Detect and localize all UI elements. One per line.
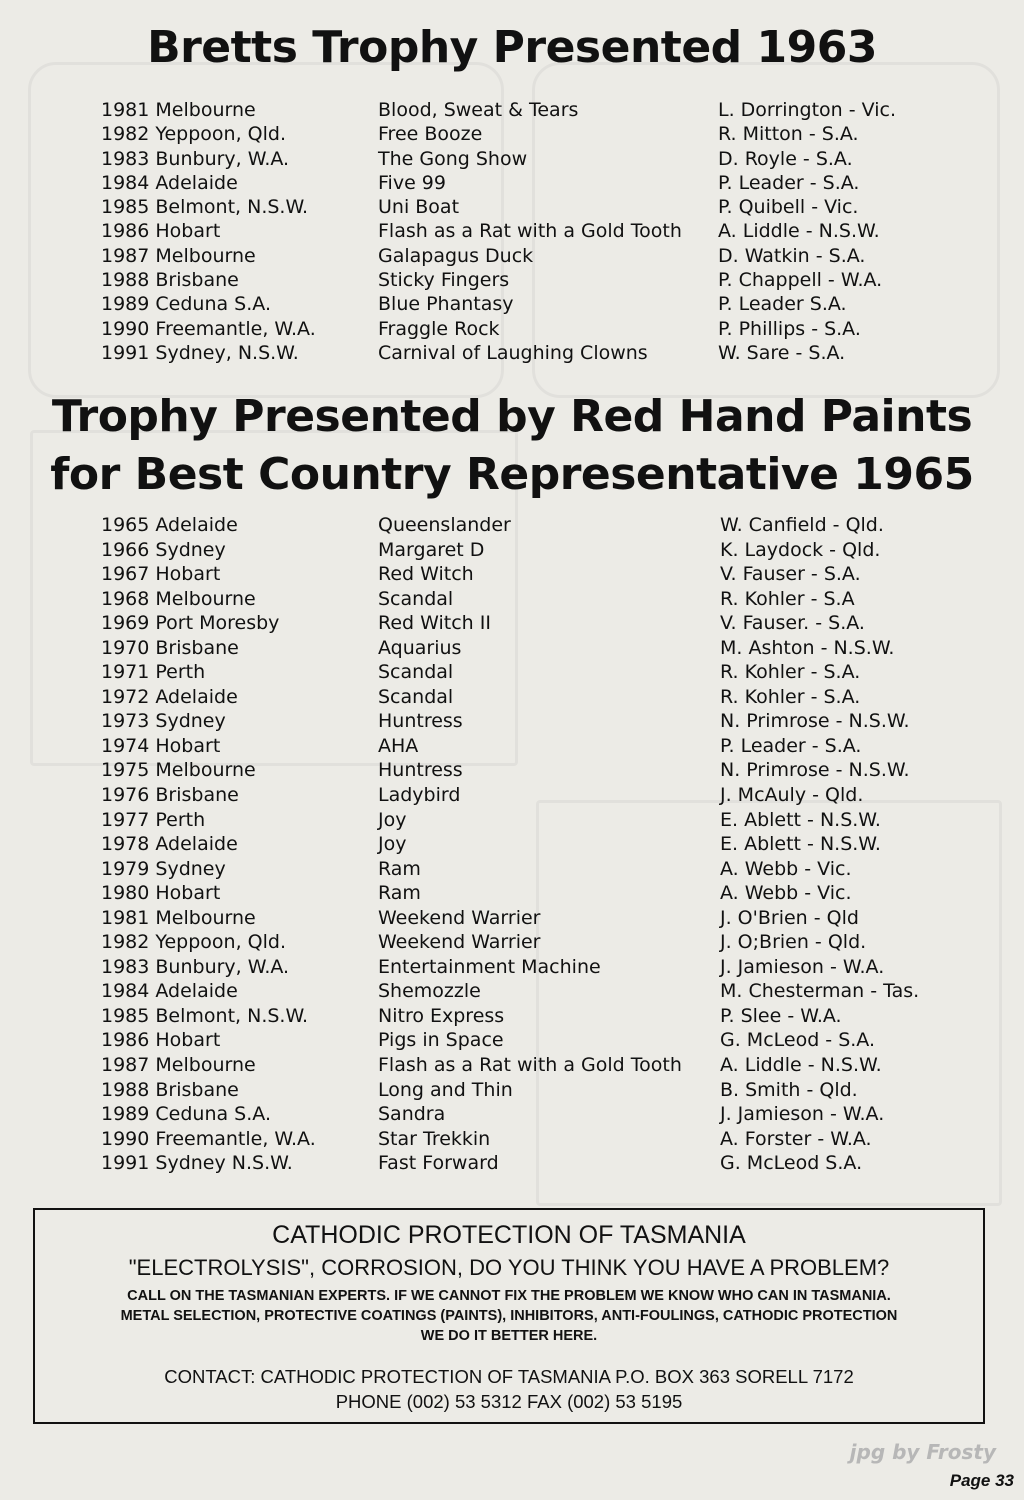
row-boat-name: Joy [378,833,407,856]
row-year-venue: 1989 Ceduna S.A. [101,293,271,316]
trophy-row [0,857,1024,882]
row-year-venue: 1982 Yeppoon, Qld. [101,931,286,954]
advert-contact-phone: PHONE (002) 53 5312 FAX (002) 53 5195 [335,1391,683,1412]
red-hand-trophy-title-line2: for Best Country Representative 1965 [50,449,974,500]
row-boat-name: Long and Thin [378,1078,513,1101]
row-year-venue: 1976 Brisbane [101,784,239,807]
row-boat-name: Sticky Fingers [378,269,510,292]
bretts-trophy-title: Bretts Trophy Presented 1963 [147,22,877,73]
row-skipper: N. Primrose - N.S.W. [720,759,910,782]
red-hand-trophy-title [0,388,1024,504]
trophy-row [0,1028,1024,1053]
trophy-row [0,244,1024,268]
row-boat-name: Ladybird [378,784,461,807]
row-boat-name: Weekend Warrier [378,931,541,954]
row-skipper: N. Primrose - N.S.W. [720,710,910,733]
row-skipper: K. Laydock - Qld. [720,538,881,561]
trophy-row [0,758,1024,783]
row-boat-name: AHA [378,734,419,757]
row-skipper: W. Canfield - Qld. [720,514,884,536]
row-year-venue: 1985 Belmont, N.S.W. [101,196,309,219]
row-skipper: G. McLeod S.A. [720,1152,863,1175]
trophy-row [0,268,1024,292]
row-skipper: P. Leader - S.A. [718,171,860,194]
advert-body [65,1286,953,1346]
trophy-row [0,1004,1024,1029]
trophy-row [0,219,1024,243]
trophy-row [0,808,1024,833]
row-year-venue: 1991 Sydney N.S.W. [101,1152,293,1175]
row-skipper: P. Phillips - S.A. [718,317,861,340]
row-skipper: L. Dorrington - Vic. [718,99,896,121]
row-year-venue: 1980 Hobart [101,882,221,905]
row-boat-name: Joy [378,808,407,831]
trophy-row [0,292,1024,316]
row-skipper: R. Kohler - S.A. [720,661,861,684]
trophy-row [0,660,1024,685]
row-year-venue: 1983 Bunbury, W.A. [101,955,290,978]
trophy-row [0,881,1024,906]
row-skipper: M. Chesterman - Tas. [720,980,920,1003]
row-boat-name: Pigs in Space [378,1029,504,1052]
row-boat-name: Fast Forward [378,1152,499,1175]
row-year-venue: 1967 Hobart [101,563,221,586]
row-boat-name: Queenslander [378,514,511,536]
row-year-venue: 1979 Sydney [101,857,226,880]
row-year-venue: 1990 Freemantle, W.A. [101,317,316,340]
row-skipper: E. Ablett - N.S.W. [720,833,881,856]
trophy-row [0,1053,1024,1078]
row-skipper: J. Jamieson - W.A. [720,955,885,978]
trophy-row [0,122,1024,146]
row-boat-name: Carnival of Laughing Clowns [378,341,648,364]
bretts-trophy-list [0,98,1024,365]
row-year-venue: 1978 Adelaide [101,833,238,856]
row-skipper: E. Ablett - N.S.W. [720,808,881,831]
red-hand-trophy-list [0,513,1024,1176]
trophy-row [0,906,1024,931]
row-skipper: D. Watkin - S.A. [718,244,866,267]
row-skipper: J. Jamieson - W.A. [720,1103,885,1126]
advert-body-line: CALL ON THE TASMANIAN EXPERTS. IF WE CANNOT FIX THE PROBLEM WE KNOW WHO CAN IN TASMANIA. [127,1288,891,1304]
trophy-row [0,562,1024,587]
row-boat-name: Ram [378,857,421,880]
row-year-venue: 1983 Bunbury, W.A. [101,147,290,170]
row-skipper: J. O'Brien - Qld [720,906,859,929]
trophy-row [0,317,1024,341]
row-skipper: R. Kohler - S.A [720,587,855,610]
advert-body-line: METAL SELECTION, PROTECTIVE COATINGS (PAINTS), INHIBITORS, ANTI-FOULINGS, CATHODIC PROTECTION [120,1308,898,1324]
row-skipper: P. Quibell - Vic. [718,196,859,219]
row-boat-name: Galapagus Duck [378,244,534,267]
row-boat-name: Sandra [378,1103,446,1126]
row-boat-name: The Gong Show [378,147,528,170]
trophy-row [0,832,1024,857]
row-year-venue: 1986 Hobart [101,1029,221,1052]
row-year-venue: 1977 Perth [101,808,206,831]
row-skipper: V. Fauser - S.A. [720,563,861,586]
trophy-row [0,979,1024,1004]
row-skipper: A. Webb - Vic. [720,857,852,880]
row-year-venue: 1990 Freemantle, W.A. [101,1127,316,1150]
row-skipper: A. Webb - Vic. [720,882,852,905]
trophy-row [0,147,1024,171]
scan-credit: jpg by Frosty [849,1440,996,1464]
trophy-row [0,341,1024,365]
row-boat-name: Aquarius [378,636,462,659]
row-year-venue: 1972 Adelaide [101,685,238,708]
page-number: Page 33 [949,1471,1014,1490]
row-year-venue: 1984 Adelaide [101,980,238,1003]
row-year-venue: 1981 Melbourne [101,906,256,929]
row-skipper: A. Liddle - N.S.W. [718,220,880,243]
advert-title: CATHODIC PROTECTION OF TASMANIA [272,1221,746,1249]
row-skipper: A. Forster - W.A. [720,1127,872,1150]
row-year-venue: 1982 Yeppoon, Qld. [101,123,286,146]
row-boat-name: Flash as a Rat with a Gold Tooth [378,1054,682,1077]
row-year-venue: 1984 Adelaide [101,171,238,194]
trophy-row [0,955,1024,980]
row-year-venue: 1971 Perth [101,661,206,684]
trophy-row [0,636,1024,661]
row-skipper: B. Smith - Qld. [720,1078,858,1101]
row-boat-name: Red Witch [378,563,474,586]
row-skipper: R. Kohler - S.A. [720,685,861,708]
row-year-venue: 1968 Melbourne [101,587,256,610]
row-boat-name: Uni Boat [378,196,460,219]
row-skipper: J. O;Brien - Qld. [720,931,867,954]
row-skipper: P. Leader - S.A. [720,734,862,757]
advert-contact [35,1364,983,1414]
trophy-row [0,1102,1024,1127]
row-skipper: V. Fauser. - S.A. [720,612,865,635]
row-year-venue: 1965 Adelaide [101,514,238,536]
row-year-venue: 1970 Brisbane [101,636,239,659]
row-boat-name: Weekend Warrier [378,906,541,929]
row-boat-name: Scandal [378,587,454,610]
row-skipper: P. Chappell - W.A. [718,269,883,292]
row-year-venue: 1974 Hobart [101,734,221,757]
row-skipper: D. Royle - S.A. [718,147,853,170]
trophy-row [0,930,1024,955]
trophy-row [0,709,1024,734]
row-boat-name: Free Booze [378,123,483,146]
row-boat-name: Scandal [378,661,454,684]
row-year-venue: 1987 Melbourne [101,1054,256,1077]
trophy-row [0,685,1024,710]
row-year-venue: 1989 Ceduna S.A. [101,1103,271,1126]
row-skipper: J. McAuly - Qld. [720,784,864,807]
row-year-venue: 1988 Brisbane [101,1078,239,1101]
row-year-venue: 1986 Hobart [101,220,221,243]
row-skipper: G. McLeod - S.A. [720,1029,876,1052]
row-boat-name: Scandal [378,685,454,708]
row-boat-name: Red Witch II [378,612,491,635]
row-boat-name: Nitro Express [378,1004,505,1027]
row-year-venue: 1988 Brisbane [101,269,239,292]
row-boat-name: Five 99 [378,171,446,194]
row-boat-name: Fraggle Rock [378,317,500,340]
row-skipper: M. Ashton - N.S.W. [720,636,895,659]
trophy-row [0,1127,1024,1152]
row-boat-name: Huntress [378,759,463,782]
row-year-venue: 1985 Belmont, N.S.W. [101,1004,309,1027]
trophy-row [0,171,1024,195]
row-boat-name: Shemozzle [378,980,481,1003]
advert-contact-address: CONTACT: CATHODIC PROTECTION OF TASMANIA P.O. BOX 363 SORELL 7172 [164,1366,854,1387]
trophy-row [0,98,1024,122]
row-boat-name: Flash as a Rat with a Gold Tooth [378,220,682,243]
advert-question: "ELECTROLYSIS", CORROSION, DO YOU THINK YOU HAVE A PROBLEM? [128,1255,890,1280]
row-skipper: R. Mitton - S.A. [718,123,859,146]
row-boat-name: Ram [378,882,421,905]
row-skipper: P. Leader S.A. [718,293,847,316]
row-skipper: P. Slee - W.A. [720,1004,842,1027]
row-year-venue: 1981 Melbourne [101,99,256,121]
trophy-row [0,611,1024,636]
row-boat-name: Entertainment Machine [378,955,601,978]
row-year-venue: 1966 Sydney [101,538,226,561]
trophy-row [0,734,1024,759]
row-boat-name: Star Trekkin [378,1127,491,1150]
row-year-venue: 1991 Sydney, N.S.W. [101,341,299,364]
row-boat-name: Blue Phantasy [378,293,514,316]
trophy-row [0,783,1024,808]
red-hand-trophy-title-line1: Trophy Presented by Red Hand Paints [51,391,973,442]
row-year-venue: 1975 Melbourne [101,759,256,782]
row-boat-name: Huntress [378,710,463,733]
trophy-row [0,587,1024,612]
row-skipper: A. Liddle - N.S.W. [720,1054,882,1077]
advert-body-line: WE DO IT BETTER HERE. [420,1328,598,1344]
trophy-row [0,513,1024,538]
trophy-row [0,538,1024,563]
trophy-row [0,1151,1024,1176]
row-boat-name: Margaret D [378,538,485,561]
row-boat-name: Blood, Sweat & Tears [378,99,579,121]
row-year-venue: 1973 Sydney [101,710,226,733]
trophy-row [0,195,1024,219]
row-year-venue: 1987 Melbourne [101,244,256,267]
row-year-venue: 1969 Port Moresby [101,612,280,635]
trophy-row [0,1078,1024,1103]
row-skipper: W. Sare - S.A. [718,341,846,364]
cathodic-protection-advert [33,1208,985,1424]
